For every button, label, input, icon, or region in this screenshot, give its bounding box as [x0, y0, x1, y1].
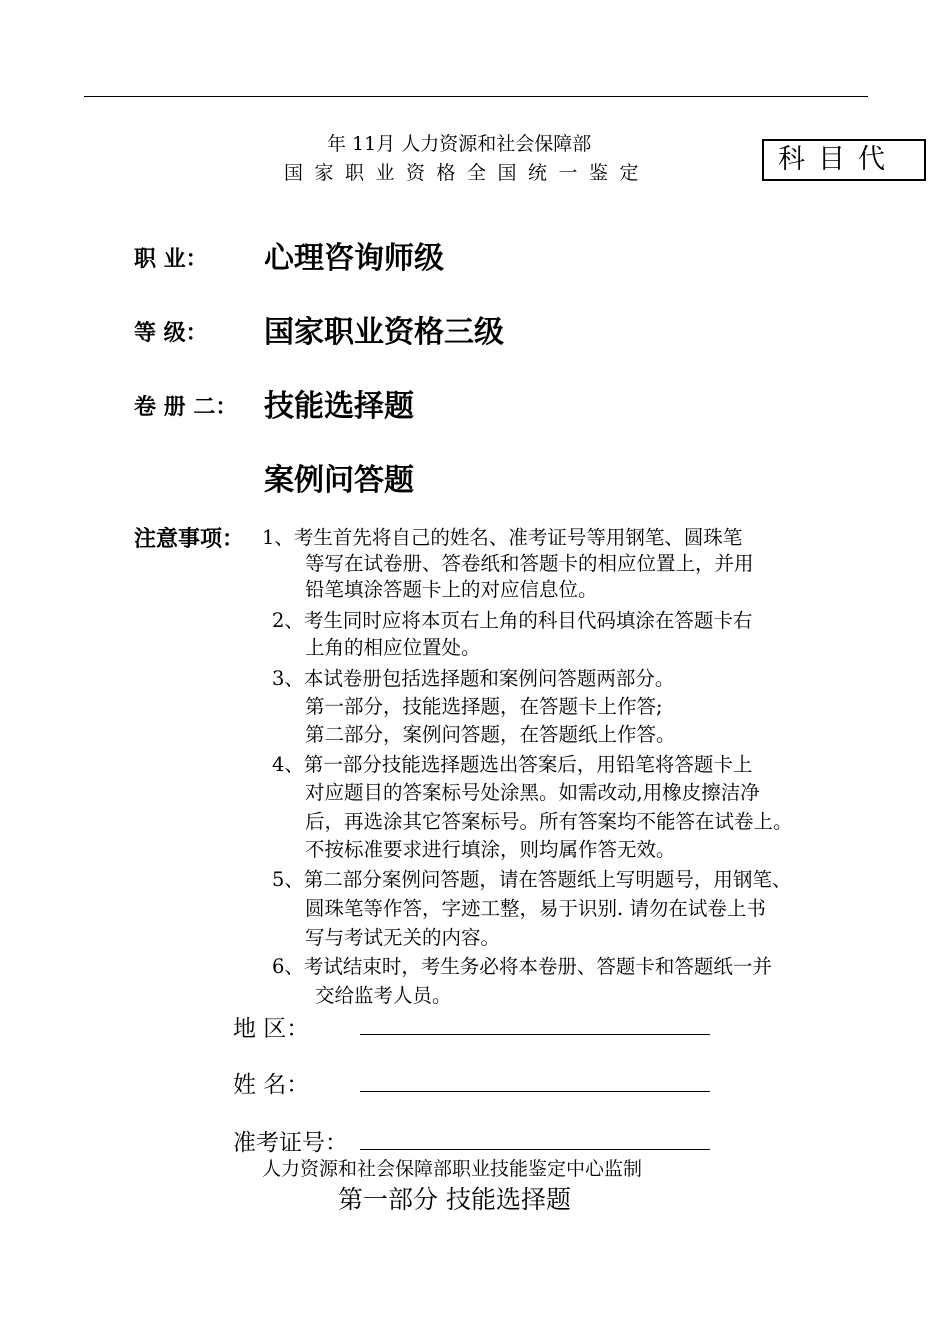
level-label: 等 级：	[134, 321, 208, 346]
name-label: 姓 名：	[233, 1072, 310, 1098]
subject-code-box	[762, 139, 926, 181]
notice-line: 对应题目的答案标号处涂黑。如需改动,用橡皮擦洁净	[305, 781, 760, 804]
subject-code-label: 科目代	[778, 144, 898, 175]
occupation-value: 心理咨询师级	[264, 241, 444, 276]
supervisor-note: 人力资源和社会保障部职业技能鉴定中心监制	[262, 1158, 643, 1180]
notice-line: 交给监考人员。	[315, 984, 452, 1007]
notice-line: 后，再选涂其它答案标号。所有答案均不能答在试卷上。	[305, 810, 793, 833]
region-label: 地 区：	[233, 1016, 310, 1042]
header-date-ministry: 年 11月 人力资源和社会保障部	[327, 133, 592, 155]
notice-line: 写与考试无关的内容。	[305, 926, 501, 949]
notice-line: 第二部分，案例问答题，在答题纸上作答。	[305, 723, 676, 746]
notice-line: 6、考试结束时，考生务必将本卷册、答题卡和答题纸一并	[272, 955, 772, 978]
top-rule	[84, 96, 868, 97]
notice-line: 5、第二部分案例问答题，请在答题纸上写明题号，用钢笔、	[272, 868, 792, 891]
volume-label: 卷 册 二：	[134, 395, 238, 420]
notice-line: 圆珠笔等作答，字迹工整，易于识别. 请勿在试卷上书	[305, 897, 766, 920]
occupation-label: 职 业：	[134, 247, 208, 272]
notice-line: 不按标准要求进行填涂，则均属作答无效。	[305, 838, 676, 861]
volume-value-secondary: 案例问答题	[264, 463, 414, 498]
notice-line: 3、本试卷册包括选择题和案例问答题两部分。	[272, 667, 675, 690]
name-field[interactable]	[360, 1091, 710, 1092]
part-title: 第一部分 技能选择题	[338, 1185, 571, 1214]
notice-label: 注意事项：	[134, 527, 245, 552]
notice-line: 铅笔填涂答题卡上的对应信息位。	[305, 578, 598, 601]
region-field[interactable]	[360, 1034, 710, 1035]
header-exam-title: 国家职业资格全国统一鉴定	[284, 162, 651, 184]
level-value: 国家职业资格三级	[264, 315, 504, 350]
notice-line: 第一部分，技能选择题，在答题卡上作答;	[305, 695, 663, 718]
ticket-number-label: 准考证号：	[233, 1130, 348, 1156]
notice-line: 2、考生同时应将本页右上角的科目代码填涂在答题卡右	[272, 609, 753, 632]
notice-line: 4、第一部分技能选择题选出答案后，用铅笔将答题卡上	[272, 753, 753, 776]
notice-line: 等写在试卷册、答卷纸和答题卡的相应位置上，并用	[305, 552, 754, 575]
notice-line: 上角的相应位置处。	[305, 636, 481, 659]
ticket-number-field[interactable]	[360, 1149, 710, 1150]
volume-value: 技能选择题	[264, 389, 414, 424]
notice-line: 1、考生首先将自己的姓名、准考证号等用钢笔、圆珠笔	[262, 526, 743, 549]
